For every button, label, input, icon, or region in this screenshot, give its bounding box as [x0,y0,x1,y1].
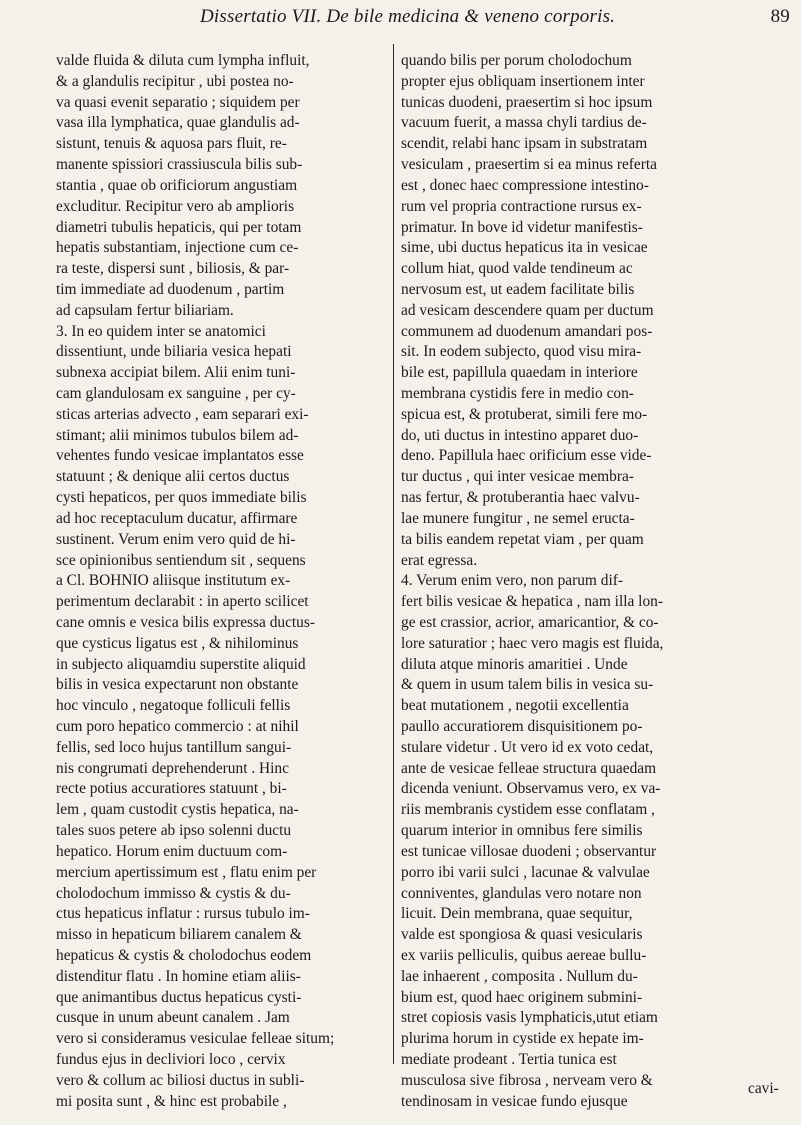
text-line: distenditur flatu . In homine etiam aliis- [56,967,301,985]
text-line: que animantibus ductus hepaticus cysti- [56,988,302,1006]
text-line: fundus ejus in decliviori loco , cervix [56,1051,286,1068]
text-line: plurima horum in cystide ex hepate im- [401,1030,644,1048]
text-line: ge est crassior, acrior, amaricantior, & co- [401,613,659,631]
text-line: do, uti ductus in intestino apparet duo- [401,426,639,444]
text-line: nis congrumati deprehenderunt . Hinc [56,759,289,777]
text-line: rum vel propria contractione rursus ex- [401,197,642,215]
text-line: hoc vinculo , negatoque folliculi fellis [56,697,291,715]
text-line: musculosa sive fibrosa , nerveam vero & [401,1071,653,1089]
text-line: vehentes fundo vesicae implantatos esse [56,447,304,465]
text-line: vacuum fuerit, a massa chyli tardius de- [401,114,647,132]
column-divider [393,44,394,1064]
text-line: est tunicae villosae duodeni ; observantur [401,842,657,860]
text-line: mercium apertissimum est , flatu enim per [56,863,317,881]
text-line: sistunt, tenuis & aquosa pars fluit, re- [56,135,287,153]
text-line: nervosum est, ut eadem facilitate bilis [401,280,635,298]
text-line: cam glandulosam ex sanguine , per cy- [56,385,296,402]
text-line: conniventes, glandulas vero notare non [401,884,642,902]
text-line: tur ductus , qui inter vesicae membra- [401,468,634,486]
text-line: diluta atque minoris amaritiei . Unde [401,655,628,673]
text-line: ad hoc receptaculum ducatur, affirmare [56,509,298,527]
text-line: tim immediate ad duodenum , partim [56,280,285,298]
text-line: bile est, papillula quaedam in interiore [401,364,638,382]
text-line: collum hiat, quod valde tendineum ac [401,260,633,278]
text-line: perimentum declarabit : in aperto scilicet [56,593,309,611]
text-line: tunicas duodeni, praesertim si hoc ipsum [401,93,653,111]
text-line: mediate prodeant . Tertia tunica est [401,1051,617,1068]
text-line: que cysticus ligatus est , & nihilominus [56,634,299,652]
running-title: Dissertatio VII. De bile medicina & veneno corporis. [200,6,616,27]
catchword: cavi- [748,1080,779,1097]
text-line: vero & collum ac biliosi ductus in subli- [56,1071,305,1089]
left-text-column [56,51,392,1112]
text-line: primatur. In bove id videtur manifestis- [401,218,643,236]
text-line: sime, ubi ductus hepaticus ita in vesicae [401,239,648,257]
text-line: paullo accuratiorem disquisitionem po- [401,718,643,735]
text-line: spicua est, & protuberat, simili fere mo- [401,405,648,423]
text-line: in subjecto aliquamdiu superstite aliquid [56,655,306,673]
text-line: valde fluida & diluta cum lympha influit, [56,52,310,69]
text-line: tales suos petere ab ipso solenni ductu [56,822,292,840]
text-line: hepatis substantiam, injectione cum ce- [56,239,299,257]
text-line: lae inhaerent , composita . Nullum du- [401,967,638,985]
text-line: lae munere fungitur , ne semel eructa- [401,509,635,527]
text-line: a Cl. BOHNIO aliisque institutum ex- [56,572,291,590]
text-line: tendinosam in vesicae fundo ejusque [401,1092,628,1110]
text-line: cysti hepaticos, per quos immediate bilis [56,489,307,507]
text-line: vero si consideramus vesiculae felleae situm; [56,1030,335,1048]
text-line: bium est, quod haec originem submini- [401,988,643,1006]
text-line: sustinent. Verum enim vero quid de hi- [56,530,296,548]
text-line: membrana cystidis fere in medio con- [401,385,634,402]
text-line: ad capsulam fertur biliariam. [56,301,234,319]
text-line: vasa illa lymphatica, quae glandulis ad- [56,114,300,132]
text-line: 4. Verum enim vero, non parum dif- [401,572,623,590]
text-line: deno. Papillula haec orificium esse vide- [401,447,652,465]
text-line: dissentiunt, unde biliaria vesica hepati [56,343,292,361]
text-line: & quem in usum talem bilis in vesica su- [401,676,654,694]
text-line: valde est spongiosa & quasi vesicularis [401,926,643,944]
text-line: porro ibi varii sulci , lacunae & valvulae [401,863,650,881]
text-line: scendit, relabi hanc ipsam in substratam [401,135,648,153]
text-line: excluditur. Recipitur vero ab amplioris [56,197,295,215]
text-line: quarum interior in omnibus fere similis [401,822,643,840]
text-line: propter ejus obliquam insertionem inter [401,72,645,90]
text-line: cane omnis e vesica bilis expressa ductus- [56,613,315,631]
text-line: 3. In eo quidem inter se anatomici [56,322,266,340]
text-line: lem , quam custodit cystis hepatica, na- [56,801,299,819]
text-line: communem ad duodenum amandari pos- [401,322,653,340]
text-line: va quasi evenit separatio ; siquidem per [56,93,300,111]
text-line: sce opinionibus sentiendum sit , sequens [56,551,306,569]
text-line: ctus hepaticus inflatur : rursus tubulo im- [56,905,310,923]
text-line: nas fertur, & protuberantia haec valvu- [401,489,640,507]
text-line: est , donec haec compressione intestino- [401,176,649,194]
text-line: recte potius accuratiores statuunt , bi- [56,780,287,798]
text-line: cholodochum immisso & cystis & du- [56,884,291,902]
text-line: misso in hepaticum biliarem canalem & [56,926,302,944]
text-line: erat egressa. [401,551,478,569]
text-line: stimant; alii minimos tubulos bilem ad- [56,426,299,444]
text-line: fellis, sed loco hujus tantillum sangui- [56,738,292,756]
text-line: beat mutationem , negotii excellentia [401,697,629,715]
text-line: ante de vesicae felleae structura quaedam [401,759,657,777]
text-line: ad vesicam descendere quam per ductum [401,301,654,319]
text-line: ra teste, dispersi sunt , biliosis, & par- [56,260,290,278]
text-line: ta bilis eandem repetat viam , per quam [401,530,644,548]
text-line: quando bilis per porum cholodochum [401,52,632,69]
text-line: vesiculam , praesertim si ea minus referta [401,156,657,174]
text-line: diametri tubulis hepaticis, qui per totam [56,218,302,236]
text-line: licuit. Dein membrana, quae sequitur, [401,905,633,923]
text-line: subnexa accipiat bilem. Alii enim tuni- [56,364,296,382]
text-line: manente spissiori crassiuscula bilis sub- [56,156,303,174]
text-line: stantia , quae ob orificiorum angustiam [56,176,298,194]
text-line: sticas arterias advecto , eam separari exi- [56,405,309,423]
text-line: cusque in unum abeunt canalem . Jam [56,1009,290,1027]
text-line: mi posita sunt , & hinc est probabile , [56,1092,287,1110]
text-line: lore saturatior ; haec vero magis est fluida, [401,634,664,652]
text-line: dicenda veniunt. Observamus vero, ex va- [401,780,661,798]
text-line: stulare videtur . Ut vero id ex voto cedat, [401,738,654,756]
text-line: stret copiosis vasis lymphaticis,utut etiam [401,1009,658,1027]
page-number: 89 [770,6,790,27]
text-line: cum poro hepatico commercio : at nihil [56,718,299,735]
text-line: hepaticus & cystis & cholodochus eodem [56,946,312,964]
running-header [200,2,790,36]
text-line: ex variis pelliculis, quibus aereae bullu- [401,946,647,964]
text-line: riis membranis cystidem esse conflatam , [401,801,655,819]
text-line: bilis in vesica expectarunt non obstante [56,676,299,694]
text-line: sit. In eodem subjecto, quod visu mira- [401,343,642,361]
text-line: statuunt ; & denique alii certos ductus [56,468,290,486]
text-line: hepatico. Horum enim ductuum com- [56,842,288,860]
text-line: fert bilis vesicae & hepatica , nam illa lon- [401,593,663,611]
text-line: & a glandulis recipitur , ubi postea no- [56,72,294,90]
right-text-column [401,51,737,1112]
